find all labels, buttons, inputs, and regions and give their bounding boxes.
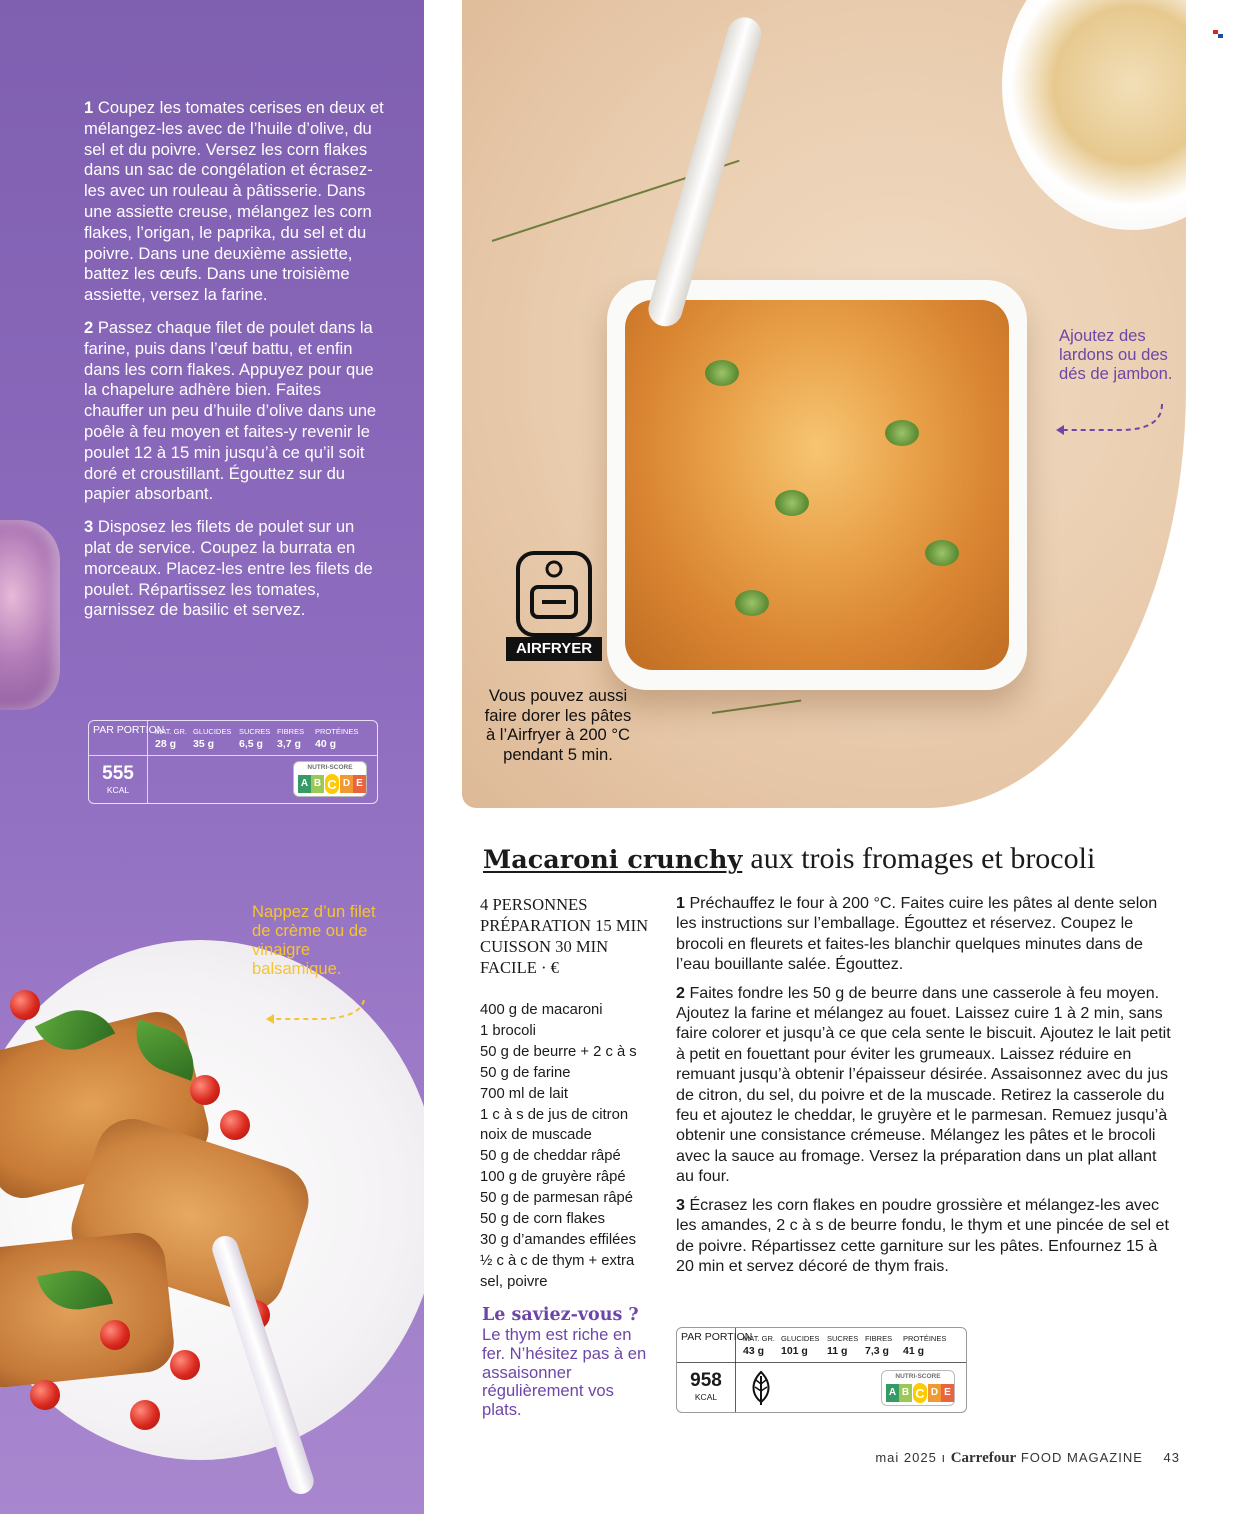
tip-airfryer: Vous pouvez aussi faire dorer les pâtes à l’Airfryer à 200 °C pendant 5 min. [484, 686, 632, 764]
broccoli-image [705, 360, 739, 386]
nutrient-fibres [865, 1334, 903, 1359]
crispy-chicken-image [0, 1230, 177, 1390]
nutrient-value: 28 g [155, 738, 177, 750]
tomato-image [100, 1320, 130, 1350]
nutrient-label: GLUCIDES [781, 1334, 820, 1343]
prep-time: PRÉPARATION 15 MIN [480, 916, 649, 935]
nutri-score-title: NUTRI-SCORE [307, 764, 353, 771]
nutrient-fat [155, 727, 193, 752]
difficulty-price: FACILE · € [480, 958, 559, 977]
divider [735, 1362, 966, 1363]
kcal-value: 555 [102, 763, 134, 784]
nutrition-columns [155, 727, 359, 752]
step-number: 2 [84, 317, 94, 337]
recipe-title-rest: aux trois fromages et brocoli [750, 842, 1096, 875]
nutrition-box-left [88, 720, 378, 804]
ingredient: 400 g de macaroni [480, 1002, 603, 1018]
ingredient: 50 g de corn flakes [480, 1211, 606, 1228]
carrefour-logo-icon [1213, 30, 1223, 38]
recipe-title [483, 842, 1183, 876]
nutrient-carbs [193, 727, 239, 752]
nutrient-value: 3,7 g [277, 738, 301, 750]
nutri-score-grade: C [912, 1382, 928, 1404]
divider [735, 1328, 736, 1412]
nutrient-proteins [315, 727, 359, 752]
ingredient: 50 g de farine [480, 1064, 571, 1081]
kcal-label: KCAL [106, 785, 130, 795]
kcal-label: KCAL [694, 1392, 718, 1402]
tomato-image [190, 1075, 220, 1105]
ingredient: 50 g de beurre + 2 c à s [480, 1043, 637, 1060]
ingredient: 1 brocoli [480, 1022, 536, 1039]
nutri-score-letter: A [298, 775, 311, 793]
footer-brand: Carrefour [950, 1450, 1017, 1466]
nutri-score-letter: E [353, 775, 366, 793]
tomato-image [220, 1110, 250, 1140]
arrow-right-icon [1050, 400, 1170, 440]
page-footer [875, 1450, 1180, 1467]
step-text: Préchauffez le four à 200 °C. Faites cuire les pâtes al dente selon les instructions sur l’emballage. Égouttez et réservez. Coupez le brocoli en fleurets et faites-les blanchir quelques minutes dans de l’eau bouillante salée. Égouttez. [676, 894, 1158, 974]
nutri-score-letter: D [928, 1384, 941, 1402]
nutri-score-badge [881, 1370, 955, 1406]
nutrient-value: 35 g [193, 738, 215, 750]
tip-lardons: Ajoutez des lardons ou des dés de jambon. [1059, 326, 1173, 383]
step-text: Coupez les tomates cerises en deux et mélangez-les avec de l’huile d’olive, du sel et du poivre. Versez les corn flakes dans un sac de congélation et écrasez-les avec un rouleau à pâtisserie. Dans une assiette creuse, mélangez les corn flakes, l’origan, le paprika, du sel et du poivre. Dans une deuxième assiette, battez les œufs. Dans une troisième assiette, versez la farine. [84, 98, 384, 305]
step-number: 1 [676, 894, 685, 912]
divider [89, 755, 147, 756]
broccoli-image [775, 490, 809, 516]
nutri-score-title: NUTRI-SCORE [895, 1373, 941, 1380]
left-step-1 [84, 98, 384, 306]
broccoli-image [885, 420, 919, 446]
did-you-know-box [482, 1304, 652, 1420]
cook-time: CUISSON 30 MIN [480, 937, 609, 956]
step-number: 3 [84, 517, 94, 537]
nutrient-value: 40 g [315, 738, 337, 750]
nutri-score-letter: B [311, 775, 324, 793]
recipe-steps [676, 893, 1176, 1284]
nutrient-sugars [827, 1334, 865, 1359]
wine-glass-image [0, 520, 60, 710]
ingredient: noix de muscade [480, 1127, 592, 1144]
ingredient: ½ c à c de thym + extra [480, 1252, 635, 1269]
nutri-score-grade: C [324, 773, 340, 795]
recipe-step-1 [676, 893, 1176, 975]
recipe-meta [480, 894, 665, 978]
step-text: Écrasez les corn flakes en poudre grossière et mélangez-les avec les amandes, 2 c à s de beurre fondu, le thym et une pincée de sel et de poivre. Répartissez cette garniture sur les pâtes. Enfournez 15 à 20 min et servez décoré de thym frais. [676, 1195, 1169, 1275]
recipe-step-2 [676, 983, 1176, 1187]
tip-cream-balsamic: Nappez d’un filet de crème ou de vinaigre balsamique. [252, 902, 376, 978]
step-text: Faites fondre les 50 g de beurre dans une casserole à feu moyen. Ajoutez la farine et mélangez au fouet. Laissez cuire 1 à 2 min, sans faire colorer et jusqu’à ce que cela sente le biscuit. Ajoutez le lait petit à petit en fouettant pour éviter les grumeaux. Laissez réduire en remuant jusqu’à obtenir l’épaisseur désirée. Assaisonnez avec du jus de citron, du sel, du poivre et de la muscade. Retirez la casserole du feu et ajoutez le cheddar, le gruyère et le parmesan. Remuez jusqu’à obtenir une consistance crémeuse. Mélangez les pâtes et le brocoli avec la sauce au fromage. Versez la préparation dans un plat allant au four. [676, 983, 1171, 1186]
nutrient-label: GLUCIDES [193, 727, 232, 736]
par-portion-label: PAR PORTION [681, 1331, 753, 1343]
left-step-3 [84, 517, 384, 621]
thyme-sprig-image [712, 699, 801, 714]
did-you-know-title: Le saviez-vous ? [482, 1305, 639, 1325]
step-text: Passez chaque filet de poulet dans la farine, puis dans l’œuf battu, et enfin dans les corn flakes. Appuyez pour que la chapelure adhère bien. Faites chauffer un peu d’huile d’olive dans une poêle à feu moyen et faites-y revenir le poulet 12 à 15 min jusqu’à ce qu’il soit doré et croustillant. Égouttez sur du papier absorbant. [84, 317, 377, 504]
nutri-score-letter: E [941, 1384, 954, 1402]
airfryer-label: AIRFRYER [506, 637, 602, 661]
tomato-image [30, 1380, 60, 1410]
footer-date: mai 2025 [875, 1450, 937, 1465]
page-number: 43 [1163, 1450, 1180, 1465]
nutrient-label: MAT. GR. [743, 1334, 775, 1343]
step-text: Disposez les filets de poulet sur un plat de service. Coupez la burrata en morceaux. Placez-les entre les filets de poulet. Répartissez les tomates, garnissez de basilic et servez. [84, 517, 373, 620]
broccoli-image [735, 590, 769, 616]
nutrient-value: 11 g [827, 1345, 848, 1357]
arrow-left-icon [260, 998, 370, 1024]
nutrient-fat [743, 1334, 781, 1359]
nutrient-value: 7,3 g [865, 1345, 889, 1357]
ingredient: 1 c à s de jus de citron [480, 1106, 629, 1123]
ingredient: 50 g de parmesan râpé [480, 1190, 634, 1207]
ingredient: 50 g de cheddar râpé [480, 1148, 621, 1165]
ingredient-list [480, 1000, 665, 1293]
kcal-value: 958 [690, 1370, 722, 1391]
tomato-image [130, 1400, 160, 1430]
recipe-step-3 [676, 1195, 1176, 1277]
step-number: 3 [676, 1195, 685, 1214]
nutrient-sugars [239, 727, 277, 752]
left-step-2 [84, 318, 384, 505]
nutri-score-scale [886, 1384, 954, 1404]
par-portion-label: PAR PORTION [93, 724, 165, 736]
nutrient-label: SUCRES [239, 727, 271, 736]
recipe-title-bold: Macaroni crunchy [483, 845, 743, 875]
step-number: 1 [84, 98, 94, 117]
nutrient-label: MAT. GR. [155, 727, 187, 736]
left-recipe-steps [84, 98, 384, 633]
ingredient: 30 g d’amandes effilées [480, 1231, 637, 1248]
nutrient-carbs [781, 1334, 827, 1359]
nutri-score-badge [293, 761, 367, 797]
nutrient-label: FIBRES [277, 727, 305, 736]
nutri-score-letter: A [886, 1384, 899, 1402]
divider [147, 721, 148, 803]
pasta-bowl-image [1002, 0, 1186, 230]
step-number: 2 [676, 983, 685, 1002]
footer-separator: ı [941, 1450, 947, 1465]
nutrient-value: 101 g [781, 1345, 808, 1357]
nutrient-label: SUCRES [827, 1334, 859, 1343]
nutrient-value: 41 g [903, 1345, 925, 1357]
nutrition-box-right [676, 1327, 967, 1413]
ingredient: 700 ml de lait [480, 1085, 569, 1102]
footer-magazine: FOOD MAGAZINE [1020, 1450, 1143, 1465]
nutri-score-letter: D [340, 775, 353, 793]
nutrient-value: 43 g [743, 1345, 765, 1357]
ingredient: 100 g de gruyère râpé [480, 1169, 626, 1186]
nutrition-columns [743, 1334, 947, 1359]
nutrient-label: PROTÉINES [315, 727, 359, 736]
gratin-image [625, 300, 1009, 670]
nutrient-value: 6,5 g [239, 738, 263, 750]
tomato-image [10, 990, 40, 1020]
left-purple-panel [0, 0, 424, 1514]
nutrient-label: FIBRES [865, 1334, 893, 1343]
nutri-score-scale [298, 775, 366, 795]
ingredient: sel, poivre [480, 1273, 548, 1290]
broccoli-image [925, 540, 959, 566]
did-you-know-text: Le thym est riche en fer. N’hésitez pas à en assaisonner régulièrement vos plats. [482, 1325, 647, 1420]
nutrient-proteins [903, 1334, 947, 1359]
nutrient-fibres [277, 727, 315, 752]
tomato-image [170, 1350, 200, 1380]
divider [147, 755, 377, 756]
divider [677, 1362, 735, 1363]
nutrient-label: PROTÉINES [903, 1334, 947, 1343]
servings: 4 PERSONNES [480, 895, 588, 914]
nutri-score-letter: B [899, 1384, 912, 1402]
baking-dish-image [607, 280, 1027, 690]
vegetarian-leaf-icon [749, 1370, 773, 1406]
